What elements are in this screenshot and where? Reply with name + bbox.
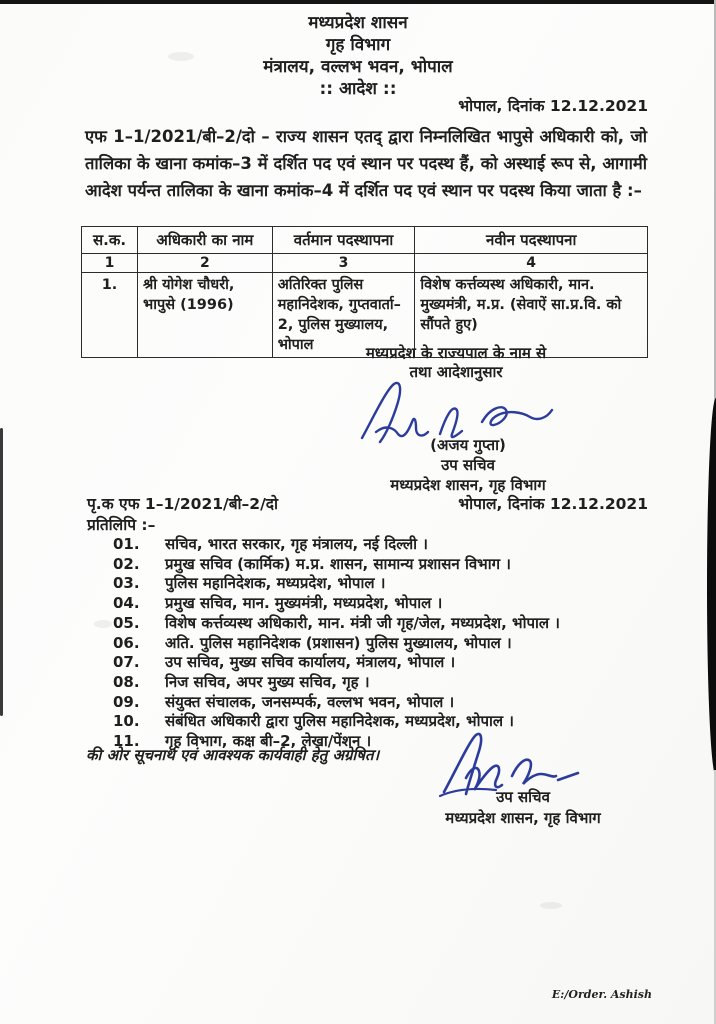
col-header-officer-name: अधिकारी का नाम <box>138 227 273 254</box>
order-title: :: आदेश :: <box>319 79 397 99</box>
signatory-department: मध्यप्रदेश शासन, गृह विभाग <box>390 476 546 494</box>
list-item-text: प्रमुख सचिव (कार्मिक) म.प्र. शासन, सामान्य प्रशासन विभाग । <box>165 554 511 573</box>
list-item <box>113 574 653 594</box>
col-number: 1 <box>82 254 138 273</box>
list-item-text: संबंधित अधिकारी द्वारा पुलिस महानिदेशक, मध्यप्रदेश, भोपाल । <box>165 712 514 731</box>
list-item-number: 10. <box>113 712 140 731</box>
list-item-number: 02. <box>113 554 140 573</box>
office-address: मंत्रालय, वल्लभ भवन, भोपाल <box>263 57 453 77</box>
copy-distribution-list <box>113 535 653 752</box>
list-item <box>113 653 653 673</box>
scan-edge-left-mark <box>0 428 3 716</box>
department-name: गृह विभाग <box>325 35 391 55</box>
copy-to-label: प्रतिलिपि :– <box>87 516 156 534</box>
signatory-designation: उप सचिव <box>496 788 550 806</box>
scan-edge-top <box>0 0 716 4</box>
scan-smudge <box>94 620 112 628</box>
authority-line: मध्यप्रदेश के राज्यपाल के नाम से <box>365 344 547 362</box>
cell-new-posting: विशेष कर्त्तव्यस्थ अधिकारी, मान. मुख्यमंत्री, म.प्र. (सेवाऐं सा.प्र.वि. को सौंपते हुए) <box>415 273 648 358</box>
list-item-number: 06. <box>113 633 140 652</box>
order-paragraph: एफ 1–1/2021/बी–2/दो – राज्य शासन एतद् द्वारा निम्नलिखित भापुसे अधिकारी को, जो तालिका के खाना कमांक–3 में दर्शित पद एवं स्थान पर पदस्थ हैं, को अस्थाई रूप से, आगामी आदेश पर्यन्त तालिका के खाना कमांक–4 में दर्शित पद एवं स्थान पर पदस्थ किया जाता है :– <box>85 127 647 200</box>
letterhead <box>0 12 716 100</box>
list-item-text: गृह विभाग, कक्ष बी–2, लेखा/पेंशन । <box>165 732 372 751</box>
scan-smudge <box>540 902 562 909</box>
list-item-text: संयुक्त संचालक, जनसम्पर्क, वल्लभ भवन, भोपाल । <box>165 692 455 711</box>
list-item-number: 08. <box>113 672 140 691</box>
list-item-number: 05. <box>113 613 140 632</box>
signature-block-deputy-secretary <box>398 726 648 827</box>
cell-officer-name: श्री योगेश चौधरी, भापुसे (1996) <box>138 273 273 358</box>
col-header-current-posting: वर्तमान पदस्थापना <box>272 227 415 254</box>
list-item-number: 11. <box>113 732 140 751</box>
list-item <box>113 594 653 614</box>
list-item-text: पुलिस महानिदेशक, मध्यप्रदेश, भोपाल । <box>165 574 386 593</box>
cell-current-posting: अतिरिक्त पुलिस महानिदेशक, गुप्तवार्ता–2, पुलिस मुख्यालय, भोपाल <box>272 273 415 358</box>
signatory-name: (अजय गुप्ता) <box>430 436 506 454</box>
list-item-number: 04. <box>113 594 140 613</box>
list-item-text: अति. पुलिस महानिदेशक (प्रशासन) पुलिस मुख्यालय, भोपाल । <box>165 633 512 652</box>
list-item-number: 03. <box>113 574 140 593</box>
signature-block-authority <box>326 344 586 494</box>
list-item-text: विशेष कर्त्तव्यस्थ अधिकारी, मान. मंत्री जी गृह/जेल, मध्यप्रदेश, भोपाल । <box>165 613 560 632</box>
scan-edge-right-shadow <box>707 398 716 776</box>
list-item-text: निज सचिव, अपर मुख्य सचिव, गृह । <box>165 672 370 691</box>
signatory-designation: उप सचिव <box>441 456 495 474</box>
authority-line: तथा आदेशानुसार <box>409 363 503 381</box>
endorsement-number: पृ.क एफ 1–1/2021/बी–2/दो <box>87 495 278 513</box>
place-date-top: भोपाल, दिनांक 12.12.2021 <box>458 97 648 115</box>
col-header-new-posting: नवीन पदस्थापना <box>415 227 648 254</box>
list-item <box>113 555 653 575</box>
place-date-bottom: भोपाल, दिनांक 12.12.2021 <box>458 495 648 513</box>
list-item-number: 09. <box>113 692 140 711</box>
list-item-text: प्रमुख सचिव, मान. मुख्यमंत्री, मध्यप्रदेश, भोपाल । <box>165 594 443 613</box>
list-item-number: 01. <box>113 535 140 553</box>
list-item-text: सचिव, भारत सरकार, गृह मंत्रालय, नई दिल्ली । <box>165 535 428 553</box>
col-number: 4 <box>415 254 648 273</box>
government-name: मध्यप्रदेश शासन <box>308 13 408 33</box>
signatory-department: मध्यप्रदेश शासन, गृह विभाग <box>445 809 601 827</box>
col-number: 3 <box>272 254 415 273</box>
col-number: 2 <box>138 254 273 273</box>
list-item <box>113 693 653 713</box>
list-item <box>113 614 653 634</box>
list-item-number: 07. <box>113 653 140 672</box>
list-item <box>113 535 653 555</box>
forwarding-note: की ओर सूचनार्थ एवं आवश्यक कार्यवाही हेतु अग्रेषित। <box>86 746 380 764</box>
list-item <box>113 634 653 654</box>
list-item <box>113 673 653 693</box>
posting-table <box>81 226 648 358</box>
col-header-sno: स.क. <box>82 227 138 254</box>
endorsement-reference-row <box>87 492 648 514</box>
table-column-number-row <box>82 254 648 273</box>
cell-sno: 1. <box>82 273 138 358</box>
file-path-note: E:/Order. Ashish <box>551 988 652 1001</box>
table-header-row <box>82 227 648 254</box>
list-item-text: उप सचिव, मुख्य सचिव कार्यालय, मंत्रालय, भोपाल । <box>165 653 456 672</box>
